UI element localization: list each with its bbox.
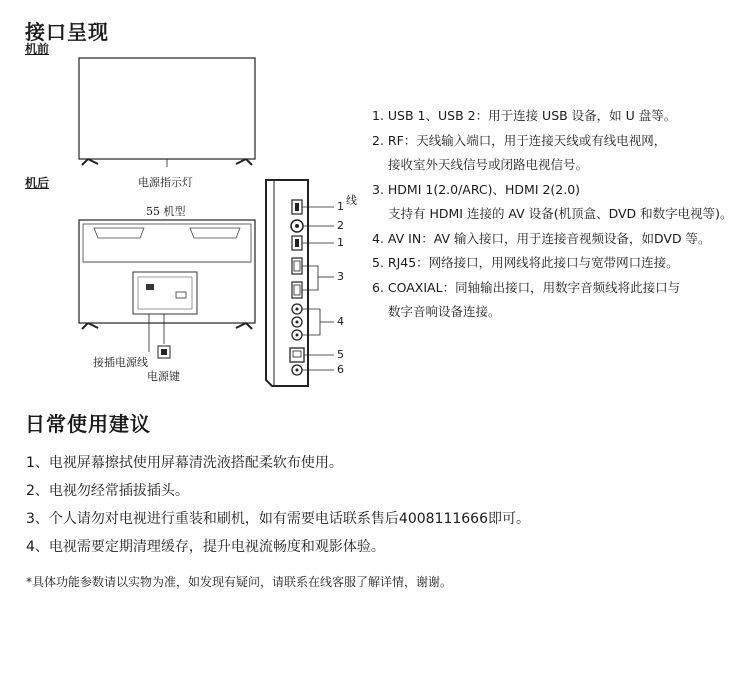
port-item-hdmi: 3. HDMI 1(2.0/ARC)、HDMI 2(2.0) [372, 181, 581, 197]
port-item-rf: 2. RF：天线输入端口，用于连接天线或有线电视网， [372, 132, 667, 148]
back-view-label: 机后 [25, 176, 50, 190]
callout-1-usb1: 1 [337, 200, 344, 213]
section-title-daily-tips: 日常使用建议 [25, 412, 151, 436]
model-size-label: 55 机型 [146, 205, 186, 218]
callout-4-av: 4 [337, 315, 344, 328]
tip-item: 2、电视勿经常插拔插头。 [26, 483, 189, 499]
tv-front-diagram [76, 56, 258, 168]
power-indicator-label: 电源指示灯 [138, 176, 193, 189]
port-item-usb: 1. USB 1、USB 2：用于连接 USB 设备，如 U 盘等。 [372, 108, 677, 123]
line-label: 线 [346, 194, 357, 207]
section-title-interfaces: 接口呈现 [25, 20, 109, 44]
port-panel-diagram [262, 178, 372, 392]
tv-back-diagram [76, 218, 258, 363]
tip-item: 1、电视屏幕擦拭使用屏幕清洗液搭配柔软布使用。 [26, 455, 343, 471]
power-cord-label: 接插电源线 [93, 356, 148, 369]
tips-list [26, 449, 530, 561]
callout-5-rj45: 5 [337, 348, 344, 361]
port-description-list [372, 104, 747, 325]
tip-item: 4、电视需要定期清理缓存，提升电视流畅度和观影体验。 [26, 539, 385, 555]
power-key-label: 电源键 [147, 370, 180, 383]
port-item-coaxial-cont: 数字音响设备连接。 [388, 304, 501, 319]
port-item-hdmi-cont: 支持有 HDMI 连接的 AV 设备(机顶盒、DVD 和数字电视等)。 [388, 206, 733, 221]
callout-6-coaxial: 6 [337, 363, 344, 376]
callout-3-hdmi: 3 [337, 270, 344, 283]
tip-item: 3、个人请勿对电视进行重装和刷机，如有需要电话联系售后4008111666即可。 [26, 511, 530, 527]
port-item-av-in: 4. AV IN：AV 输入接口，用于连接音视频设备，如DVD 等。 [372, 230, 711, 246]
port-item-rf-cont: 接收室外天线信号或闭路电视信号。 [388, 157, 589, 172]
port-item-coaxial: 6. COAXIAL：同轴输出接口，用数字音频线将此接口与 [372, 279, 681, 295]
callout-1-usb2: 1 [337, 236, 344, 249]
callout-2-rf: 2 [337, 219, 344, 232]
disclaimer-note: *具体功能参数请以实物为准，如发现有疑问，请联系在线客服了解详情，谢谢。 [26, 575, 453, 589]
front-view-label: 机前 [25, 42, 50, 56]
port-item-rj45: 5. RJ45：网络接口，用网线将此接口与宽带网口连接。 [372, 255, 679, 270]
